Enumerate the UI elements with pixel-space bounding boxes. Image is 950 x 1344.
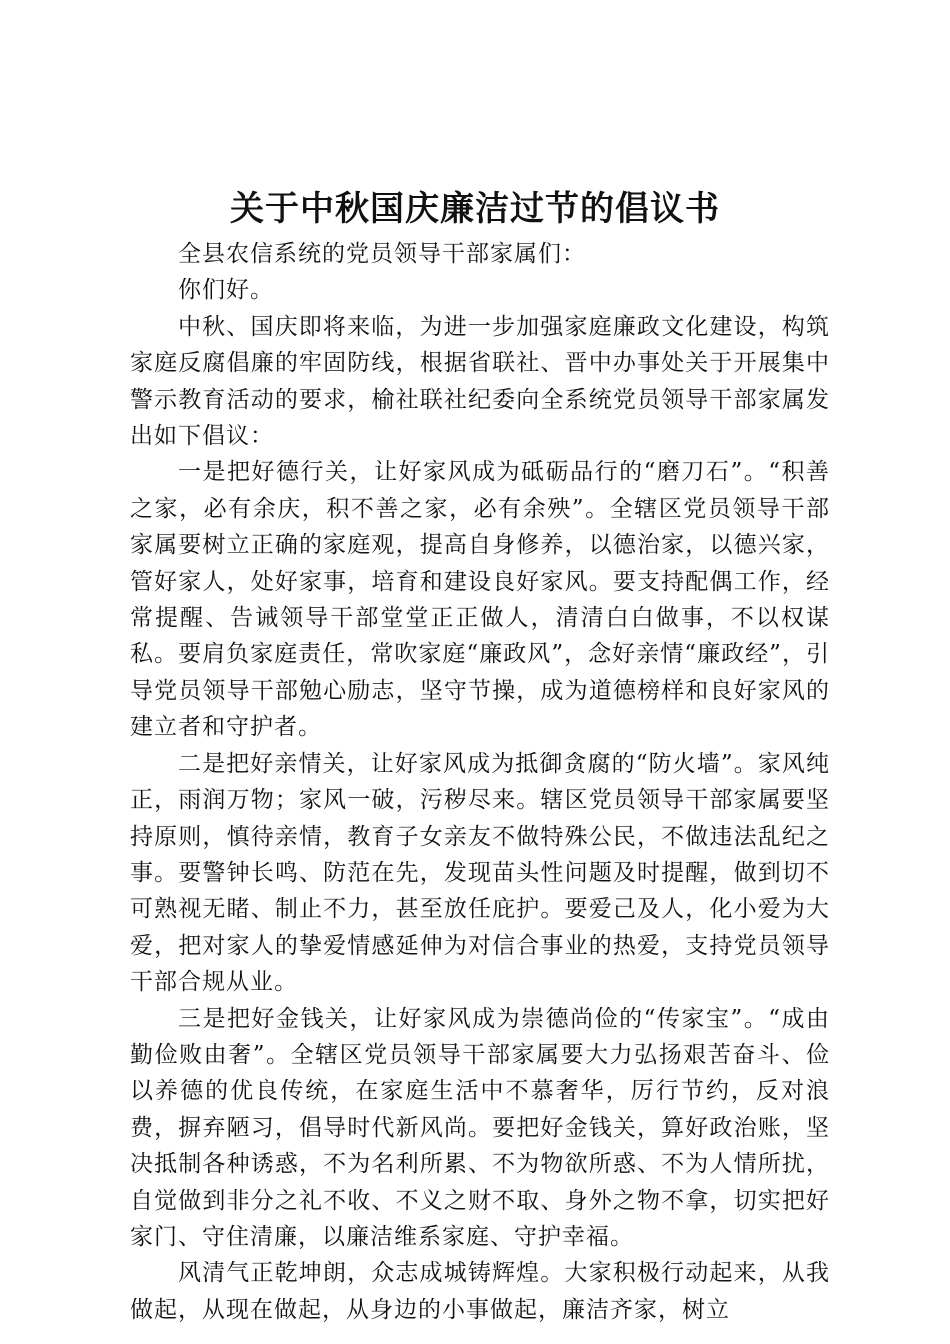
document-title: 关于中秋国庆廉洁过节的倡议书 bbox=[230, 189, 720, 229]
paragraph-family: 二是把好亲情关，让好家风成为抵御贪腐的“防火墙”。家风纯正，雨润万物；家风一破，污秽尽来。辖区党员领导干部家属要坚持原则，慎待亲情，教育子女亲友不做特殊公民，不做违法乱纪之事。要警钟长鸣、防范在先，发现苗头性问题及时提醒，做到切不可熟视无睹、制止不力，甚至放任庇护。要爱己及人，化小爱为大爱，把对家人的挚爱情感延伸为对信合事业的热爱，支持党员领导干部合规从业。 bbox=[130, 750, 830, 996]
greeting: 你们好。 bbox=[178, 277, 274, 304]
paragraph-virtue: 一是把好德行关，让好家风成为砥砺品行的“磨刀石”。“积善之家，必有余庆，积不善之家，必有余殃”。全辖区党员领导干部家属要树立正确的家庭观，提高自身修养，以德治家，以德兴家，管好家人，处好家事，培育和建设良好家风。要支持配偶工作，经常提醒、告诫领导干部堂堂正正做人，清清白白做事，不以权谋私。要肩负家庭责任，常吹家庭“廉政风”，念好亲情“廉政经”，引导党员领导干部勉心励志，坚守节操，成为道德榜样和良好家风的建立者和守护者。 bbox=[130, 459, 830, 741]
paragraph-intro: 中秋、国庆即将来临，为进一步加强家庭廉政文化建设，构筑家庭反腐倡廉的牢固防线，根据省联社、晋中办事处关于开展集中警示教育活动的要求，榆社联社纪委向全系统党员领导干部家属发出如下倡议： bbox=[130, 313, 830, 450]
salutation: 全县农信系统的党员领导干部家属们： bbox=[178, 241, 586, 267]
document-body bbox=[130, 236, 830, 1328]
paragraph-closing: 风清气正乾坤朗，众志成城铸辉煌。大家积极行动起来，从我做起，从现在做起，从身边的小事做起，廉洁齐家，树立 bbox=[130, 1260, 830, 1323]
paragraph-money: 三是把好金钱关，让好家风成为崇德尚俭的“传家宝”。“成由勤俭败由奢”。全辖区党员领导干部家属要大力弘扬艰苦奋斗、俭以养德的优良传统，在家庭生活中不慕奢华，厉行节约，反对浪费，摒弃陋习，倡导时代新风尚。要把好金钱关，算好政治账，坚决抵制各种诱惑，不为名利所累、不为物欲所惑、不为人情所扰，自觉做到非分之礼不收、不义之财不取、身外之物不拿，切实把好家门、守住清廉，以廉洁维系家庭、守护幸福。 bbox=[130, 1005, 830, 1250]
